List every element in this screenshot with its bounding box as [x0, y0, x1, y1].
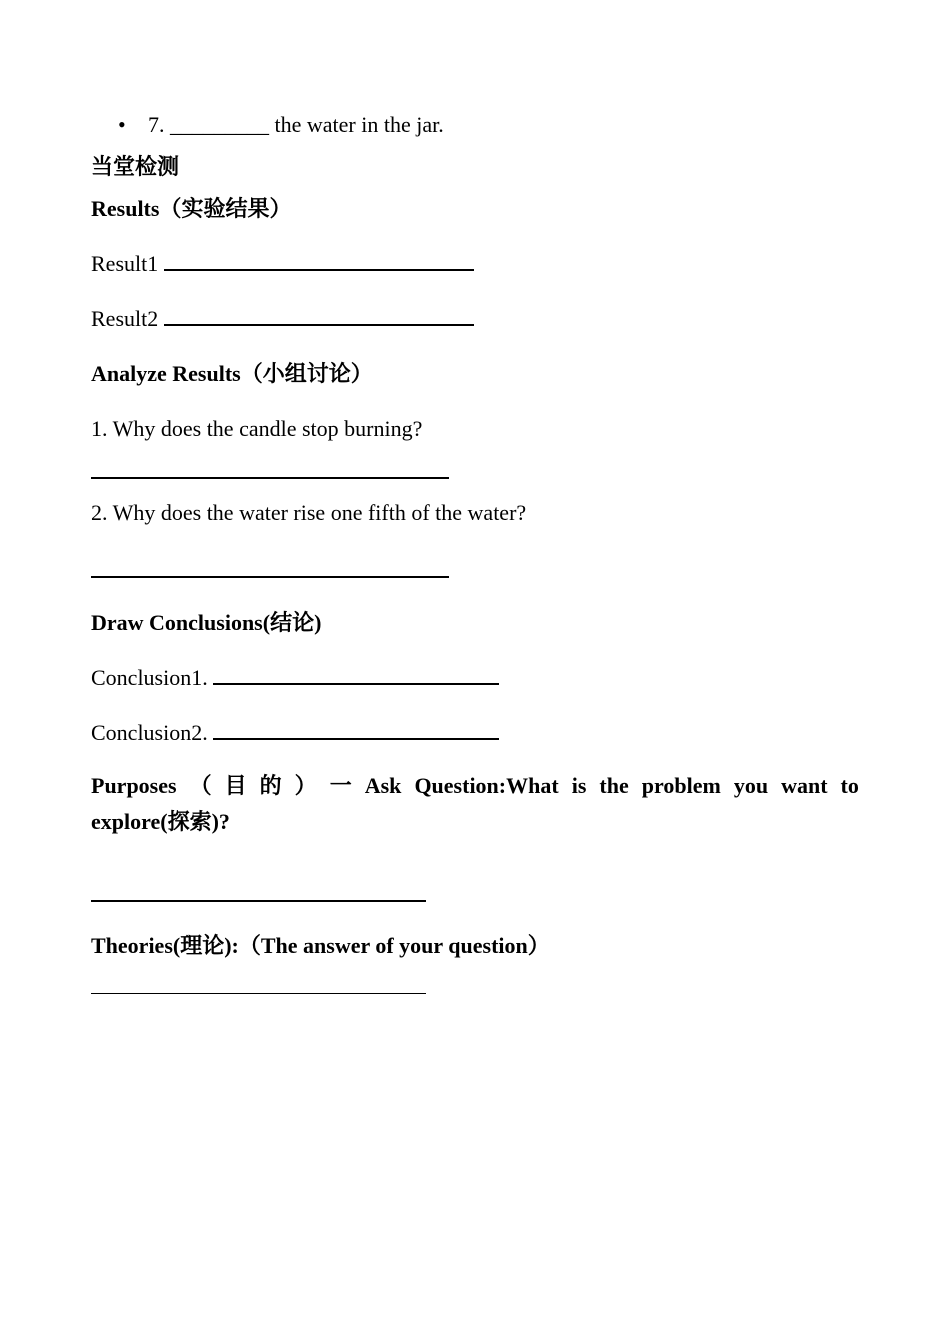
purposes-word: to: [840, 773, 859, 798]
purposes-word: ）: [294, 773, 317, 798]
conclusion1-blank[interactable]: [213, 663, 499, 685]
bullet-icon: •: [118, 112, 126, 137]
result1-blank[interactable]: [164, 249, 474, 271]
conclusion1-line: [91, 663, 499, 693]
purposes-word: 的: [259, 773, 282, 798]
purposes-word: problem: [641, 773, 721, 798]
result2-blank[interactable]: [164, 304, 474, 326]
result2-line: [91, 304, 474, 334]
purposes-word: is: [571, 773, 587, 798]
result2-label: Result2: [91, 306, 159, 331]
answer-1-blank[interactable]: [91, 477, 449, 479]
conclusions-heading: Draw Conclusions(结论): [91, 610, 322, 635]
question-1: 1. Why does the candle stop burning?: [91, 416, 423, 441]
purposes-word: Ask: [364, 773, 402, 798]
section-heading-check: 当堂检测: [91, 154, 180, 179]
theory-answer-blank[interactable]: [91, 993, 426, 994]
purposes-word: Purposes: [91, 773, 177, 798]
conclusion2-line: [91, 718, 499, 748]
item7-text: 7. _________ the water in the jar.: [148, 112, 444, 137]
purposes-line-1: [91, 768, 859, 804]
purposes-word: （: [189, 773, 212, 798]
purposes-word: you: [733, 773, 769, 798]
conclusion2-label: Conclusion2.: [91, 720, 208, 745]
result1-line: [91, 249, 474, 279]
purposes-word: 目: [224, 773, 247, 798]
purpose-answer-blank[interactable]: [91, 900, 426, 902]
purposes-word: 一: [329, 773, 352, 798]
purposes-paragraph: [91, 768, 859, 840]
conclusion2-blank[interactable]: [213, 718, 499, 740]
answer-2-blank[interactable]: [91, 576, 449, 578]
result1-label: Result1: [91, 251, 159, 276]
purposes-word: want: [781, 773, 828, 798]
conclusion1-label: Conclusion1.: [91, 665, 208, 690]
purposes-word: the: [599, 773, 629, 798]
theories-heading: Theories(理论):（The answer of your question）: [91, 933, 550, 958]
purposes-line-2: explore(探索)?: [91, 809, 230, 834]
analyze-heading: Analyze Results（小组讨论）: [91, 361, 373, 386]
results-heading: Results（实验结果）: [91, 196, 292, 221]
list-item-7: [118, 110, 444, 140]
purposes-word: Question:What: [414, 773, 559, 798]
question-2: 2. Why does the water rise one fifth of the water?: [91, 500, 527, 525]
